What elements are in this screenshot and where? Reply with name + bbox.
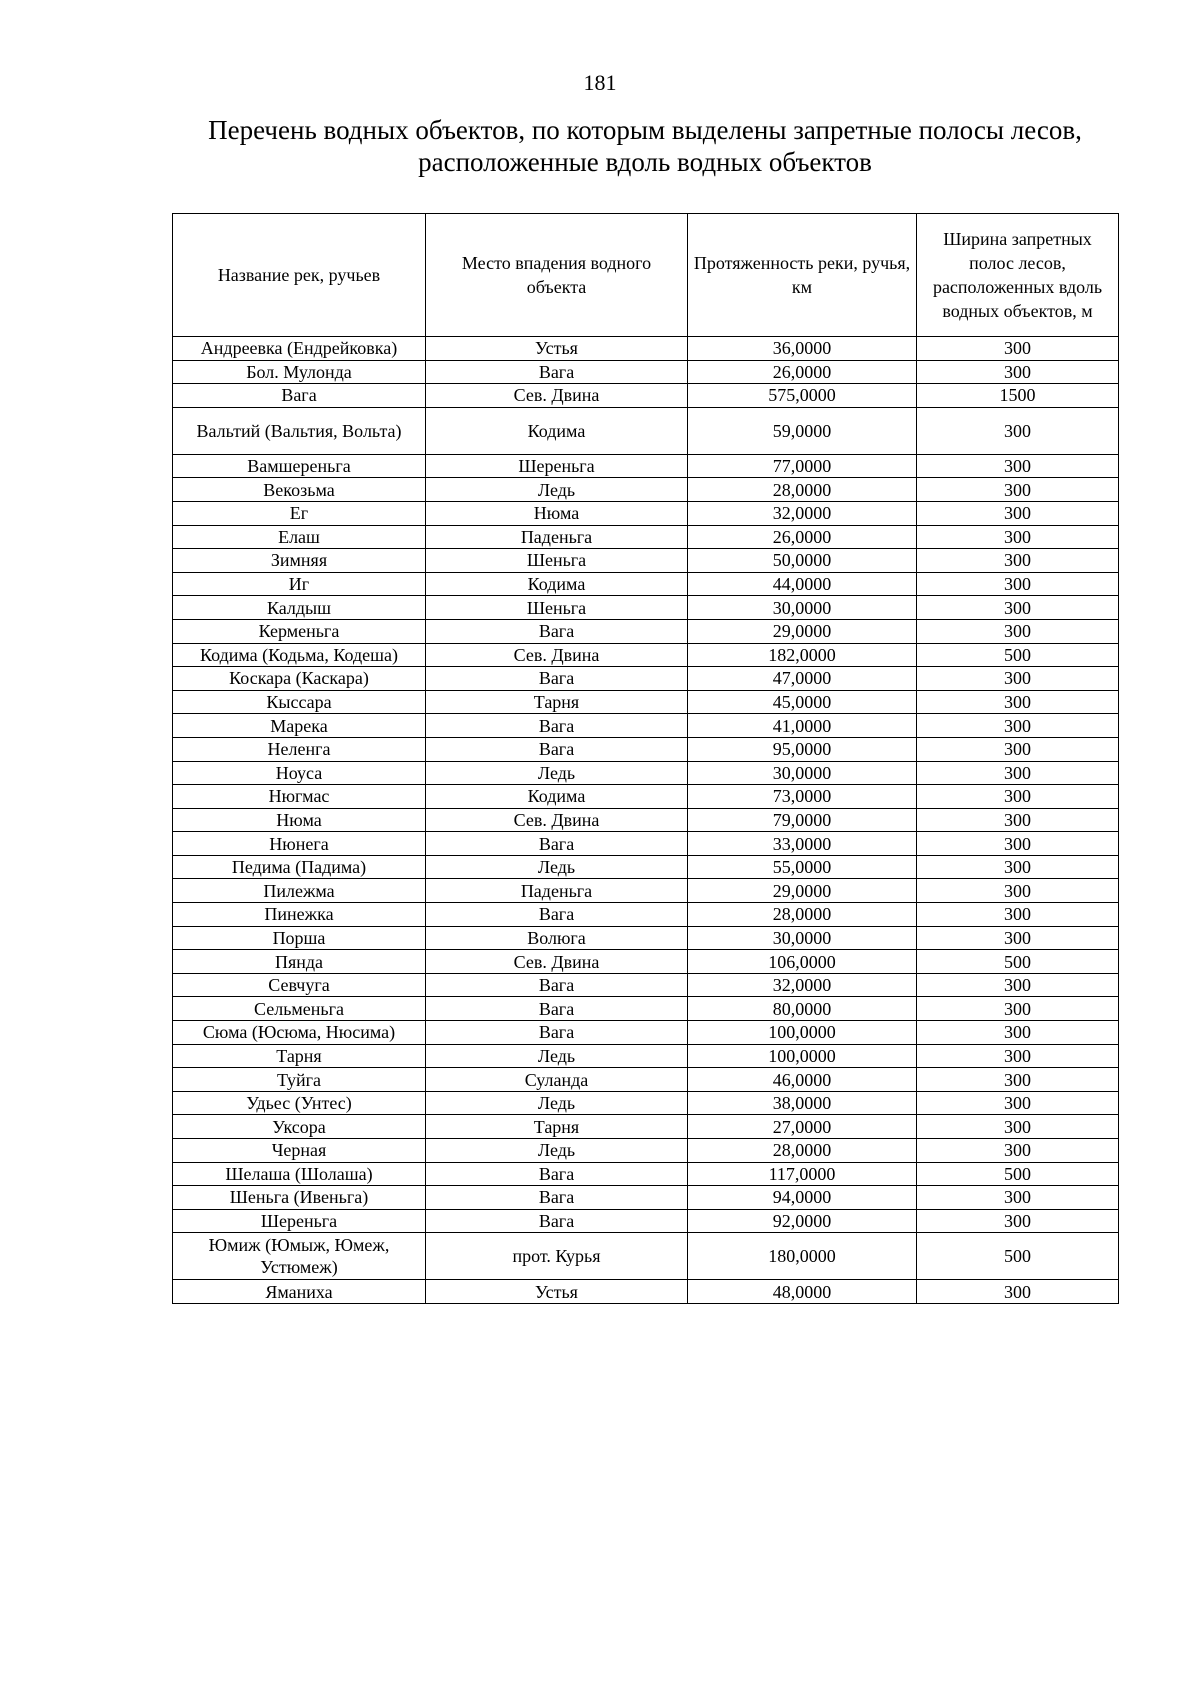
table-row — [173, 690, 1119, 714]
cell-length: 26,0000 — [688, 525, 917, 549]
cell-river-name: Пинежка — [173, 903, 426, 927]
cell-river-name: Вага — [173, 384, 426, 408]
header-length: Протяженность реки, ручья, км — [688, 214, 917, 337]
cell-strip-width: 300 — [917, 832, 1119, 856]
table-row — [173, 950, 1119, 974]
cell-strip-width: 300 — [917, 1280, 1119, 1304]
cell-confluence: Вага — [426, 1186, 688, 1210]
cell-river-name: Кыссара — [173, 690, 426, 714]
table-row — [173, 667, 1119, 691]
cell-river-name: Педима (Падима) — [173, 855, 426, 879]
table-row — [173, 501, 1119, 525]
cell-confluence: Устья — [426, 1280, 688, 1304]
cell-strip-width: 300 — [917, 596, 1119, 620]
cell-river-name: Яманиха — [173, 1280, 426, 1304]
cell-strip-width: 300 — [917, 478, 1119, 502]
table-row — [173, 1115, 1119, 1139]
cell-confluence: Кодима — [426, 785, 688, 809]
cell-river-name: Керменьга — [173, 619, 426, 643]
cell-confluence: Кодима — [426, 407, 688, 454]
cell-strip-width: 300 — [917, 997, 1119, 1021]
cell-river-name: Ноуса — [173, 761, 426, 785]
cell-length: 30,0000 — [688, 926, 917, 950]
table-row — [173, 1139, 1119, 1163]
cell-river-name: Сельменьга — [173, 997, 426, 1021]
cell-river-name: Шеньга (Ивеньга) — [173, 1186, 426, 1210]
cell-river-name: Туйга — [173, 1068, 426, 1092]
cell-river-name: Ег — [173, 501, 426, 525]
cell-strip-width: 300 — [917, 1021, 1119, 1045]
table-row — [173, 643, 1119, 667]
table-header-row — [173, 214, 1119, 337]
cell-length: 575,0000 — [688, 384, 917, 408]
cell-length: 100,0000 — [688, 1044, 917, 1068]
cell-river-name: Порша — [173, 926, 426, 950]
table-row — [173, 973, 1119, 997]
table-row — [173, 1068, 1119, 1092]
cell-length: 30,0000 — [688, 761, 917, 785]
cell-strip-width: 300 — [917, 973, 1119, 997]
cell-confluence: Тарня — [426, 1115, 688, 1139]
page-number: 181 — [583, 70, 617, 95]
table-body — [173, 337, 1119, 1304]
cell-confluence: Вага — [426, 1021, 688, 1045]
cell-length: 47,0000 — [688, 667, 917, 691]
cell-river-name: Марека — [173, 714, 426, 738]
table-row — [173, 832, 1119, 856]
cell-length: 55,0000 — [688, 855, 917, 879]
cell-length: 29,0000 — [688, 619, 917, 643]
cell-length: 28,0000 — [688, 903, 917, 927]
cell-confluence: Вага — [426, 832, 688, 856]
cell-strip-width: 300 — [917, 1115, 1119, 1139]
cell-river-name: Удьес (Унтес) — [173, 1091, 426, 1115]
cell-confluence: Сев. Двина — [426, 384, 688, 408]
table-row — [173, 1186, 1119, 1210]
cell-confluence: Шеньга — [426, 549, 688, 573]
cell-confluence: Вага — [426, 1162, 688, 1186]
cell-confluence: Паденьга — [426, 525, 688, 549]
cell-river-name: Вальтий (Вальтия, Вольта) — [173, 407, 426, 454]
cell-river-name: Нюнега — [173, 832, 426, 856]
cell-confluence: Сев. Двина — [426, 643, 688, 667]
cell-length: 94,0000 — [688, 1186, 917, 1210]
water-objects-table — [172, 213, 1119, 1304]
cell-strip-width: 1500 — [917, 384, 1119, 408]
cell-river-name: Коскара (Каскара) — [173, 667, 426, 691]
cell-strip-width: 300 — [917, 1091, 1119, 1115]
cell-strip-width: 300 — [917, 737, 1119, 761]
cell-strip-width: 300 — [917, 360, 1119, 384]
cell-river-name: Нюгмас — [173, 785, 426, 809]
cell-confluence: Нюма — [426, 501, 688, 525]
cell-confluence: Волюга — [426, 926, 688, 950]
cell-confluence: Сев. Двина — [426, 950, 688, 974]
cell-river-name: Иг — [173, 572, 426, 596]
cell-length: 38,0000 — [688, 1091, 917, 1115]
cell-length: 106,0000 — [688, 950, 917, 974]
cell-strip-width: 300 — [917, 714, 1119, 738]
cell-river-name: Зимняя — [173, 549, 426, 573]
table-row — [173, 478, 1119, 502]
cell-river-name: Сюма (Юсюма, Нюсима) — [173, 1021, 426, 1045]
cell-confluence: Шереньга — [426, 454, 688, 478]
cell-strip-width: 300 — [917, 525, 1119, 549]
cell-strip-width: 300 — [917, 785, 1119, 809]
table-row — [173, 1162, 1119, 1186]
cell-length: 182,0000 — [688, 643, 917, 667]
cell-river-name: Векозьма — [173, 478, 426, 502]
cell-confluence: Ледь — [426, 761, 688, 785]
cell-river-name: Калдыш — [173, 596, 426, 620]
cell-confluence: Ледь — [426, 1091, 688, 1115]
cell-strip-width: 300 — [917, 903, 1119, 927]
cell-confluence: прот. Курья — [426, 1233, 688, 1280]
cell-river-name: Севчуга — [173, 973, 426, 997]
table-row — [173, 997, 1119, 1021]
cell-strip-width: 500 — [917, 643, 1119, 667]
table-row — [173, 525, 1119, 549]
table-row — [173, 785, 1119, 809]
cell-river-name: Черная — [173, 1139, 426, 1163]
cell-strip-width: 300 — [917, 407, 1119, 454]
table-row — [173, 903, 1119, 927]
table-row — [173, 549, 1119, 573]
table-row — [173, 926, 1119, 950]
table-row — [173, 761, 1119, 785]
cell-confluence: Ледь — [426, 1139, 688, 1163]
table-row — [173, 1044, 1119, 1068]
table-row — [173, 1280, 1119, 1304]
cell-confluence: Ледь — [426, 478, 688, 502]
table-row — [173, 337, 1119, 361]
cell-length: 29,0000 — [688, 879, 917, 903]
cell-confluence: Ледь — [426, 1044, 688, 1068]
header-strip-width: Ширина запретных полос лесов, расположенных вдоль водных объектов, м — [917, 214, 1119, 337]
table-row — [173, 360, 1119, 384]
cell-confluence: Шеньга — [426, 596, 688, 620]
cell-length: 36,0000 — [688, 337, 917, 361]
cell-confluence: Кодима — [426, 572, 688, 596]
table-row — [173, 407, 1119, 454]
cell-length: 117,0000 — [688, 1162, 917, 1186]
cell-length: 28,0000 — [688, 1139, 917, 1163]
cell-strip-width: 300 — [917, 926, 1119, 950]
cell-strip-width: 300 — [917, 690, 1119, 714]
cell-strip-width: 300 — [917, 808, 1119, 832]
table-row — [173, 714, 1119, 738]
page-title-line-1: Перечень водных объектов, по которым выделены запретные полосы лесов, — [208, 115, 1082, 145]
cell-strip-width: 300 — [917, 879, 1119, 903]
cell-length: 45,0000 — [688, 690, 917, 714]
cell-strip-width: 300 — [917, 572, 1119, 596]
cell-length: 33,0000 — [688, 832, 917, 856]
header-confluence: Место впадения водного объекта — [426, 214, 688, 337]
cell-length: 92,0000 — [688, 1209, 917, 1233]
table-row — [173, 1209, 1119, 1233]
cell-length: 73,0000 — [688, 785, 917, 809]
cell-strip-width: 300 — [917, 1068, 1119, 1092]
cell-strip-width: 300 — [917, 337, 1119, 361]
cell-strip-width: 300 — [917, 761, 1119, 785]
cell-strip-width: 300 — [917, 1209, 1119, 1233]
cell-length: 95,0000 — [688, 737, 917, 761]
cell-confluence: Тарня — [426, 690, 688, 714]
cell-river-name: Шереньга — [173, 1209, 426, 1233]
cell-length: 26,0000 — [688, 360, 917, 384]
cell-strip-width: 300 — [917, 1139, 1119, 1163]
cell-confluence: Вага — [426, 737, 688, 761]
cell-length: 41,0000 — [688, 714, 917, 738]
cell-length: 50,0000 — [688, 549, 917, 573]
cell-confluence: Вага — [426, 997, 688, 1021]
table-row — [173, 572, 1119, 596]
cell-confluence: Вага — [426, 714, 688, 738]
table-row — [173, 384, 1119, 408]
cell-river-name: Тарня — [173, 1044, 426, 1068]
table-row — [173, 879, 1119, 903]
table-row — [173, 1021, 1119, 1045]
cell-confluence: Вага — [426, 619, 688, 643]
cell-strip-width: 300 — [917, 855, 1119, 879]
cell-strip-width: 300 — [917, 667, 1119, 691]
cell-river-name: Нюма — [173, 808, 426, 832]
cell-strip-width: 300 — [917, 501, 1119, 525]
cell-confluence: Сев. Двина — [426, 808, 688, 832]
cell-strip-width: 500 — [917, 950, 1119, 974]
cell-confluence: Ледь — [426, 855, 688, 879]
cell-length: 80,0000 — [688, 997, 917, 1021]
cell-length: 180,0000 — [688, 1233, 917, 1280]
cell-confluence: Вага — [426, 360, 688, 384]
cell-confluence: Вага — [426, 973, 688, 997]
cell-strip-width: 300 — [917, 454, 1119, 478]
cell-river-name: Пилежма — [173, 879, 426, 903]
cell-river-name: Вамшереньга — [173, 454, 426, 478]
cell-confluence: Вага — [426, 903, 688, 927]
cell-strip-width: 500 — [917, 1162, 1119, 1186]
cell-confluence: Вага — [426, 1209, 688, 1233]
cell-river-name: Елаш — [173, 525, 426, 549]
cell-length: 79,0000 — [688, 808, 917, 832]
cell-length: 100,0000 — [688, 1021, 917, 1045]
cell-river-name: Юмиж (Юмыж, Юмеж, Устюмеж) — [173, 1233, 426, 1280]
cell-river-name: Уксора — [173, 1115, 426, 1139]
table-row — [173, 619, 1119, 643]
header-river-name: Название рек, ручьев — [173, 214, 426, 337]
cell-length: 32,0000 — [688, 501, 917, 525]
cell-length: 46,0000 — [688, 1068, 917, 1092]
cell-length: 30,0000 — [688, 596, 917, 620]
cell-river-name: Пянда — [173, 950, 426, 974]
cell-river-name: Неленга — [173, 737, 426, 761]
table-row — [173, 855, 1119, 879]
table-row — [173, 1091, 1119, 1115]
cell-confluence: Вага — [426, 667, 688, 691]
cell-length: 27,0000 — [688, 1115, 917, 1139]
cell-length: 48,0000 — [688, 1280, 917, 1304]
cell-length: 77,0000 — [688, 454, 917, 478]
cell-confluence: Устья — [426, 337, 688, 361]
cell-river-name: Андреевка (Ендрейковка) — [173, 337, 426, 361]
cell-river-name: Бол. Мулонда — [173, 360, 426, 384]
table-row — [173, 737, 1119, 761]
cell-length: 32,0000 — [688, 973, 917, 997]
page-title — [150, 114, 1140, 178]
table-row — [173, 596, 1119, 620]
cell-river-name: Кодима (Кодьма, Кодеша) — [173, 643, 426, 667]
table-row — [173, 454, 1119, 478]
cell-river-name: Шелаша (Шолаша) — [173, 1162, 426, 1186]
cell-confluence: Паденьга — [426, 879, 688, 903]
cell-strip-width: 300 — [917, 1186, 1119, 1210]
table-row — [173, 1233, 1119, 1280]
cell-length: 44,0000 — [688, 572, 917, 596]
cell-strip-width: 500 — [917, 1233, 1119, 1280]
cell-strip-width: 300 — [917, 619, 1119, 643]
page-title-line-2: расположенные вдоль водных объектов — [418, 147, 872, 177]
table-row — [173, 808, 1119, 832]
cell-strip-width: 300 — [917, 1044, 1119, 1068]
cell-confluence: Суланда — [426, 1068, 688, 1092]
cell-strip-width: 300 — [917, 549, 1119, 573]
cell-length: 59,0000 — [688, 407, 917, 454]
cell-length: 28,0000 — [688, 478, 917, 502]
